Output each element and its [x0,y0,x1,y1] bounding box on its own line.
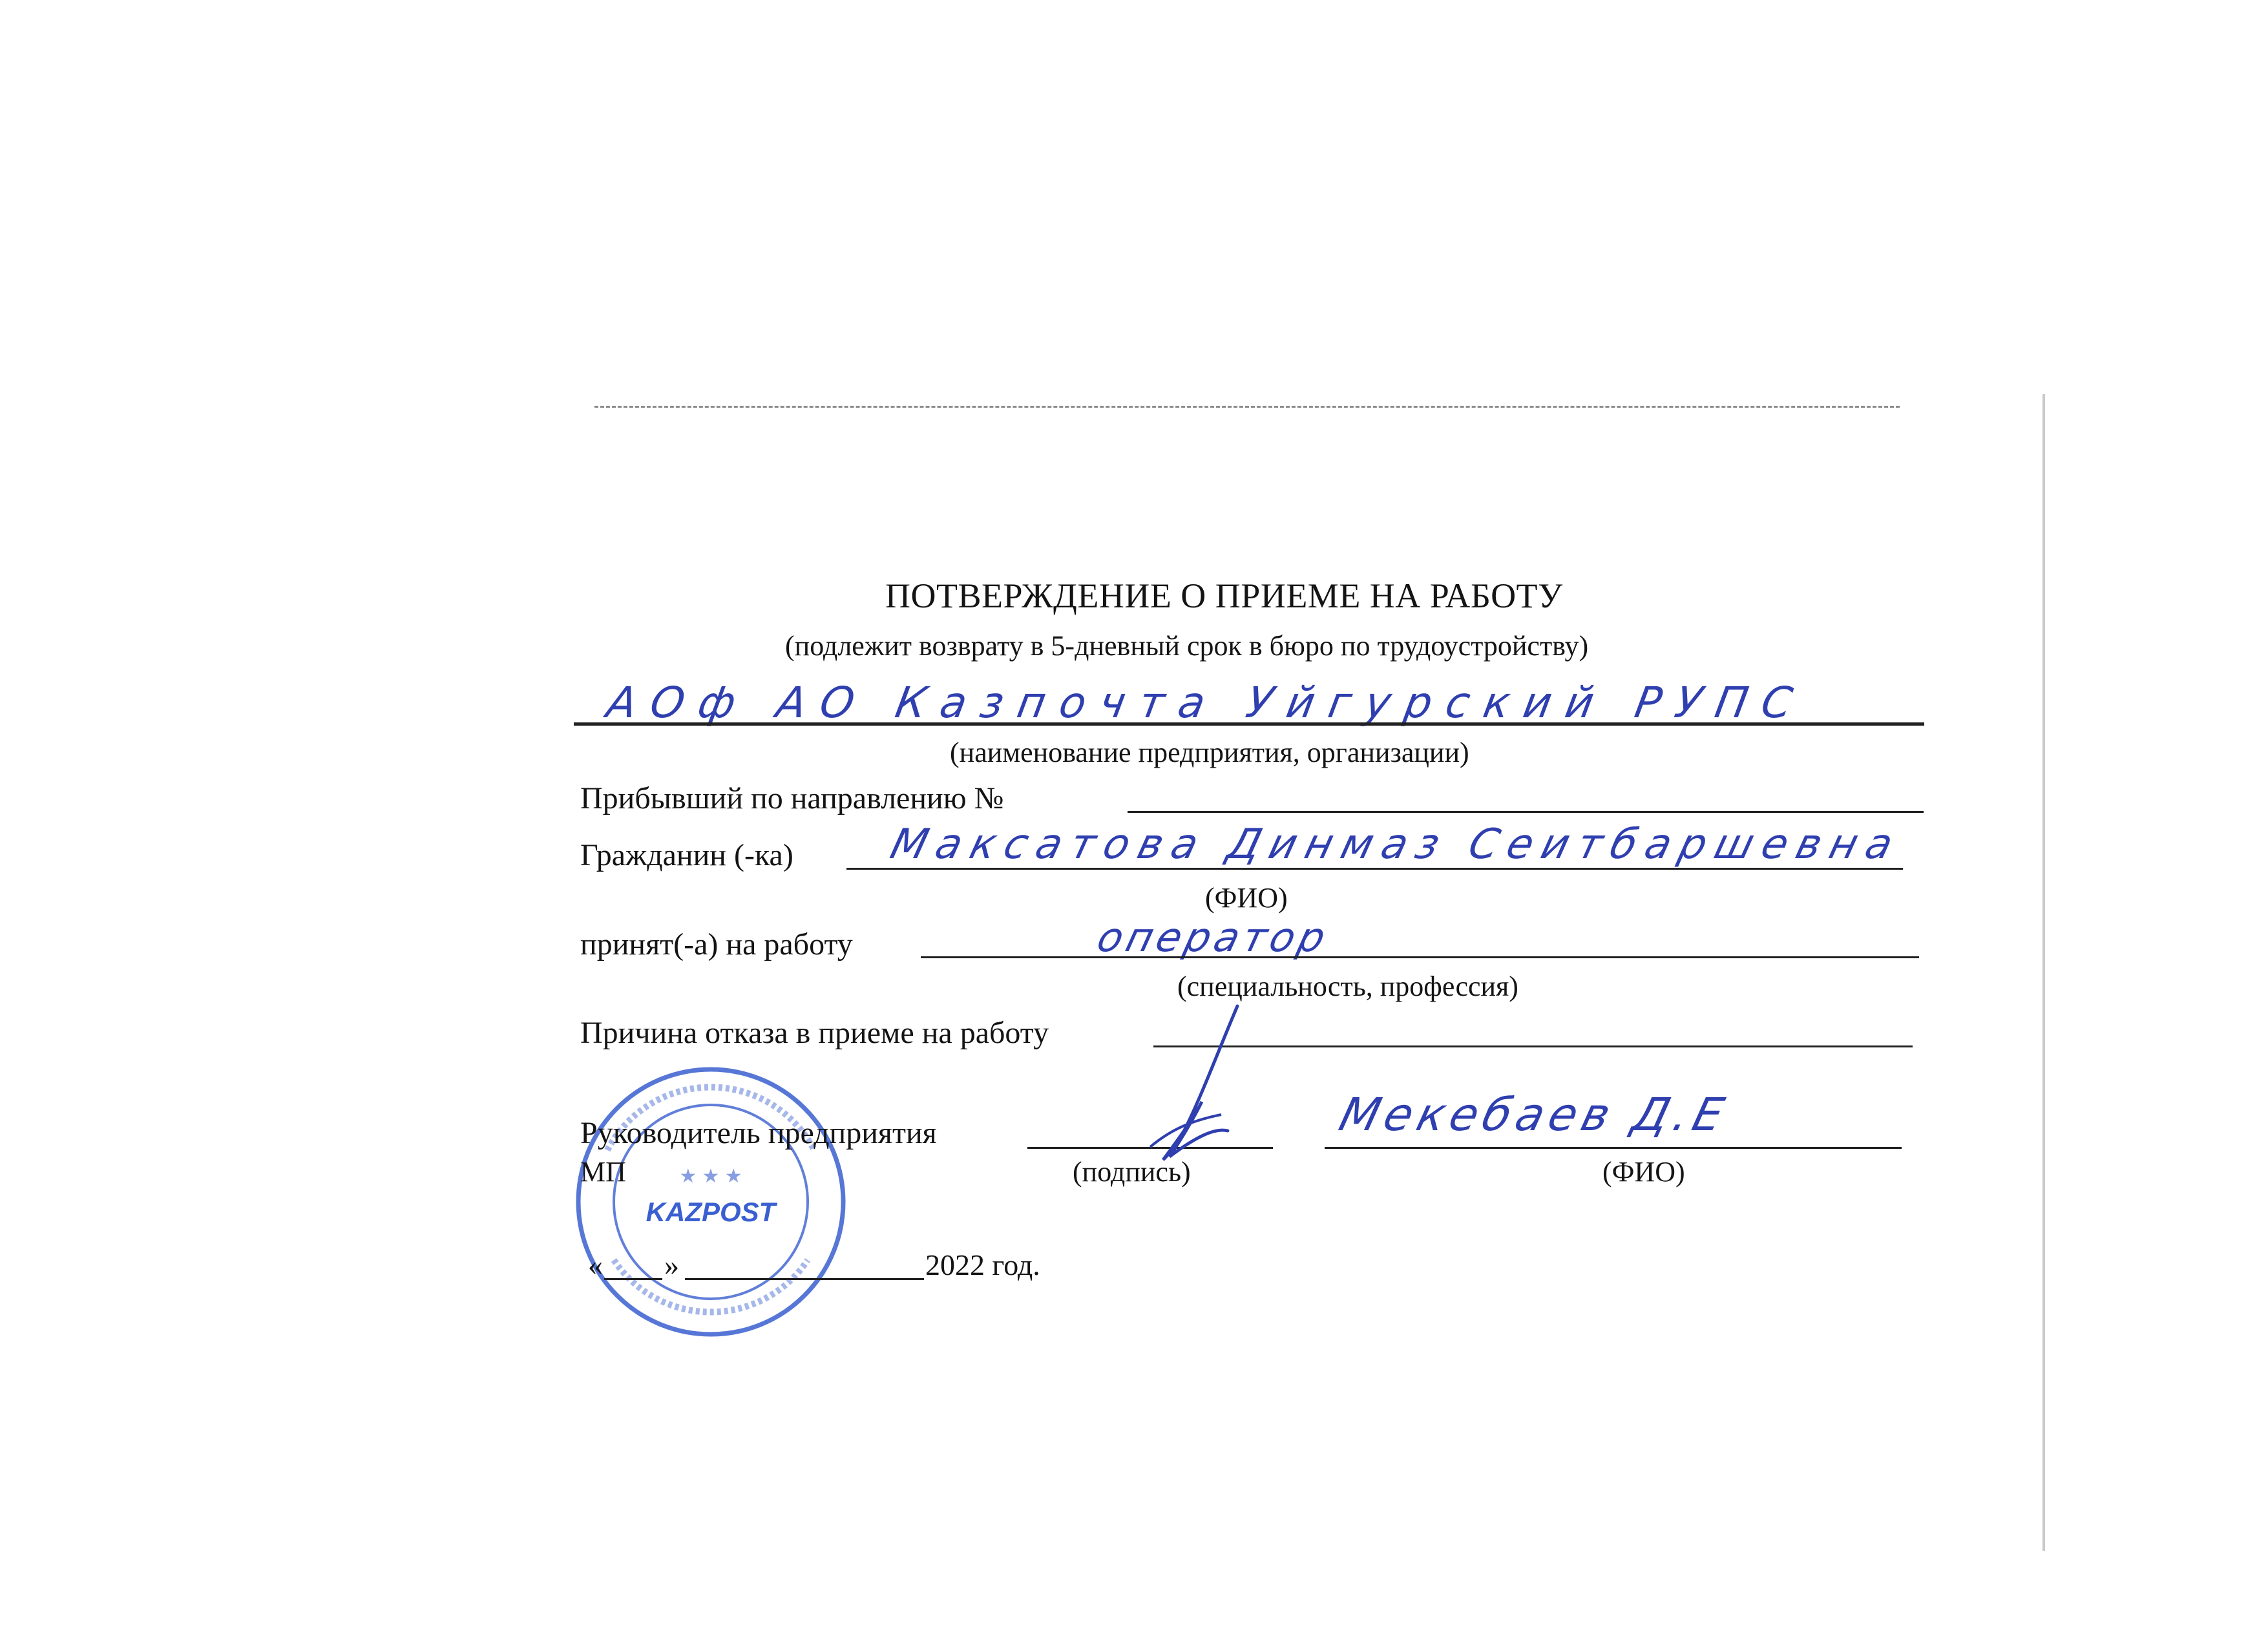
organization-handwritten: АОф АО Казпочта Уйгурский РУПС [603,678,1811,728]
name-caption: (ФИО) [1602,1156,1685,1188]
hired-as-label: принят(-а) на работу [580,927,853,961]
citizen-label: Гражданин (-ка) [580,838,793,872]
citizen-handwritten: Максатова Динмаз Сеитбаршевна [885,821,1907,868]
refusal-rule [1153,1045,1913,1047]
head-handwritten-name: Мекебаев Д.Е [1334,1088,1734,1141]
signature [1124,998,1254,1173]
citizen-caption: (ФИО) [1205,882,1288,914]
date-year: 2022 год. [925,1248,1040,1281]
date-open-quote: « [588,1248,603,1281]
referral-rule [1128,811,1924,813]
document-subtitle: (подлежит возврату в 5-дневный срок в бюро по трудоустройству) [785,630,1589,662]
refusal-label: Причина отказа в приеме на работу [580,1016,1049,1050]
page-edge [2042,394,2045,1551]
hired-as-handwritten: оператор [1093,914,1334,961]
date-month-rule [685,1278,924,1280]
organization-rule [574,722,1924,726]
svg-text:★ ★ ★: ★ ★ ★ [679,1166,742,1187]
organization-caption: (наименование предприятия, организации) [950,737,1469,768]
document-title: ПОТВЕРЖДЕНИЕ О ПРИЕМЕ НА РАБОТУ [885,576,1563,615]
date-day-rule [604,1278,662,1280]
stamp-label: МП [580,1156,626,1188]
cut-line [594,406,1900,408]
date-close-quote: » [664,1248,679,1281]
citizen-rule [846,868,1903,870]
referral-label: Прибывший по направлению № [580,781,1004,815]
head-label: Руководитель предприятия [580,1116,937,1150]
signature-caption: (подпись) [1073,1156,1191,1188]
head-name-rule [1325,1147,1902,1149]
stamp-logo-text: KAZPOST [646,1197,776,1227]
hired-as-rule [921,956,1919,958]
round-stamp [569,1060,853,1344]
hired-as-caption: (специальность, профессия) [1177,971,1518,1002]
